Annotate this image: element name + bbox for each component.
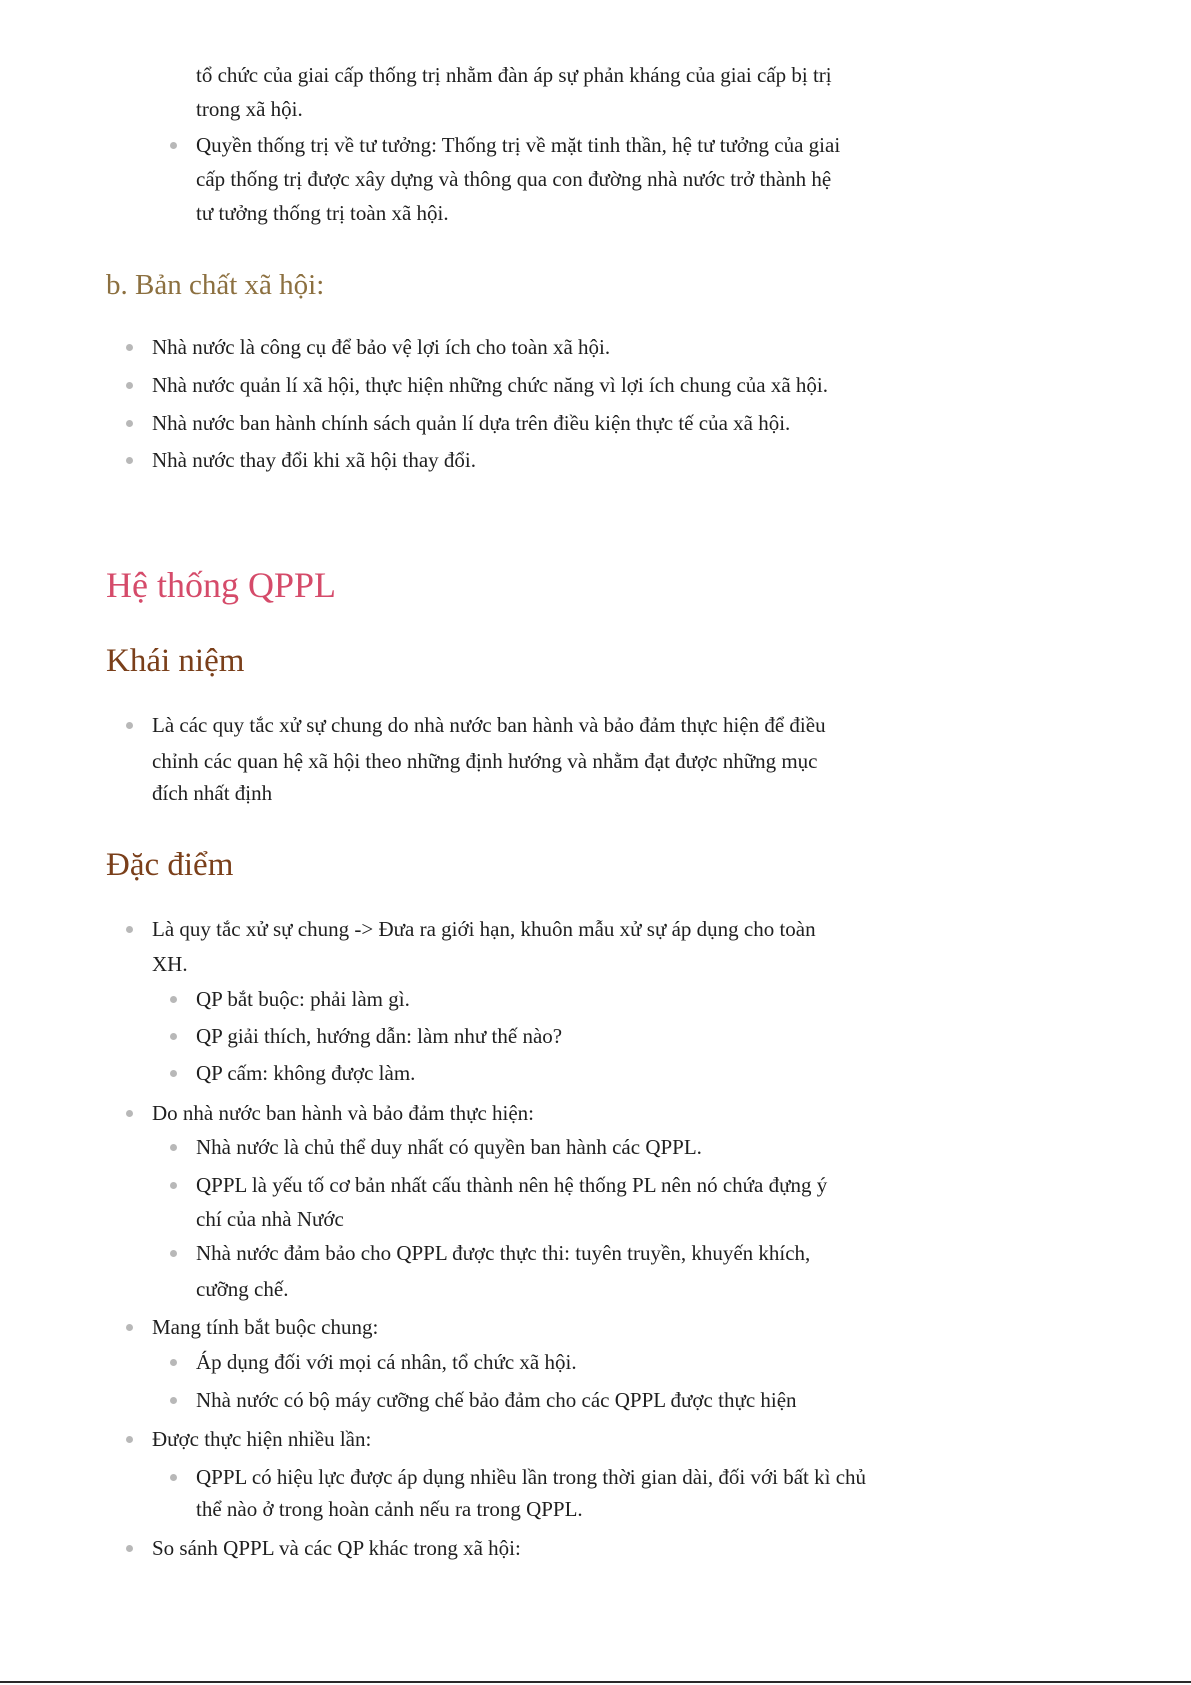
feature-item-general-rule-cont: XH.	[152, 952, 188, 976]
concept-definition-cont: đích nhất định	[152, 781, 273, 805]
bullet-icon	[170, 142, 177, 149]
sub-list-item: QPPL có hiệu lực được áp dụng nhiều lần trong thời gian dài, đối với bất kì chủ	[196, 1465, 867, 1489]
list-continuation-line: trong xã hội.	[196, 97, 303, 121]
feature-item-repeated: Được thực hiện nhiều lần:	[152, 1427, 372, 1451]
sub-list-item: Nhà nước là chủ thể duy nhất có quyền ban hành các QPPL.	[196, 1135, 702, 1159]
bullet-icon	[126, 1545, 133, 1552]
bullet-icon	[126, 1436, 133, 1443]
sub-list-item: QP bắt buộc: phải làm gì.	[196, 987, 410, 1011]
list-item: Nhà nước là công cụ để bảo vệ lợi ích cho toàn xã hội.	[152, 335, 611, 359]
bullet-icon	[170, 1182, 177, 1189]
bullet-icon	[126, 344, 133, 351]
bullet-icon	[126, 1324, 133, 1331]
sub-list-item-cont: chí của nhà Nước	[196, 1207, 344, 1231]
list-item-ideology-cont: cấp thống trị được xây dựng và thông qua con đường nhà nước trở thành hệ	[196, 167, 832, 191]
sub-list-item: QP giải thích, hướng dẫn: làm như thế nào?	[196, 1024, 563, 1048]
sub-list-item: QP cấm: không được làm.	[196, 1061, 416, 1085]
bullet-icon	[126, 926, 133, 933]
concept-definition: Là các quy tắc xử sự chung do nhà nước ban hành và bảo đảm thực hiện để điều	[152, 713, 826, 737]
bullet-icon	[126, 1110, 133, 1117]
bullet-icon	[170, 1070, 177, 1077]
heading-concept: Khái niệm	[106, 643, 245, 679]
sub-list-item: Áp dụng đối với mọi cá nhân, tổ chức xã hội.	[196, 1350, 577, 1374]
feature-item-compare: So sánh QPPL và các QP khác trong xã hội:	[152, 1536, 521, 1560]
bullet-icon	[126, 457, 133, 464]
list-item-ideology-cont: tư tưởng thống trị toàn xã hội.	[196, 201, 449, 225]
sub-list-item-cont: thể nào ở trong hoàn cảnh nếu ra trong QPPL.	[196, 1497, 583, 1521]
list-item: Nhà nước ban hành chính sách quản lí dựa trên điều kiện thực tế của xã hội.	[152, 411, 791, 435]
bullet-icon	[170, 1474, 177, 1481]
heading-social-nature: b. Bản chất xã hội:	[106, 269, 325, 301]
sub-list-item: Nhà nước đảm bảo cho QPPL được thực thi: tuyên truyền, khuyến khích,	[196, 1241, 811, 1265]
feature-item-general-rule: Là quy tắc xử sự chung -> Đưa ra giới hạn, khuôn mẫu xử sự áp dụng cho toàn	[152, 917, 816, 941]
bullet-icon	[170, 1144, 177, 1151]
bullet-icon	[126, 382, 133, 389]
concept-definition-cont: chỉnh các quan hệ xã hội theo những định hướng và nhằm đạt được những mục	[152, 749, 818, 773]
page-bottom-divider	[0, 1681, 1191, 1683]
feature-item-mandatory: Mang tính bắt buộc chung:	[152, 1315, 379, 1339]
bullet-icon	[126, 420, 133, 427]
bullet-icon	[170, 1033, 177, 1040]
list-continuation-line: tổ chức của giai cấp thống trị nhằm đàn áp sự phản kháng của giai cấp bị trị	[196, 63, 832, 87]
list-item: Nhà nước quản lí xã hội, thực hiện những chức năng vì lợi ích chung của xã hội.	[152, 373, 828, 397]
feature-item-state-issued: Do nhà nước ban hành và bảo đảm thực hiện:	[152, 1101, 535, 1125]
bullet-icon	[170, 996, 177, 1003]
sub-list-item: Nhà nước có bộ máy cưỡng chế bảo đảm cho các QPPL được thực hiện	[196, 1388, 797, 1412]
bullet-icon	[170, 1359, 177, 1366]
sub-list-item-cont: cưỡng chế.	[196, 1277, 289, 1301]
heading-features: Đặc điểm	[106, 847, 234, 883]
sub-list-item: QPPL là yếu tố cơ bản nhất cấu thành nên hệ thống PL nên nó chứa đựng ý	[196, 1173, 828, 1197]
heading-qppl-system: Hệ thống QPPL	[106, 565, 337, 605]
list-item-ideology: Quyền thống trị về tư tưởng: Thống trị về mặt tinh thần, hệ tư tưởng của giai	[196, 133, 841, 157]
bullet-icon	[170, 1397, 177, 1404]
bullet-icon	[126, 722, 133, 729]
list-item: Nhà nước thay đổi khi xã hội thay đổi.	[152, 448, 477, 472]
bullet-icon	[170, 1250, 177, 1257]
